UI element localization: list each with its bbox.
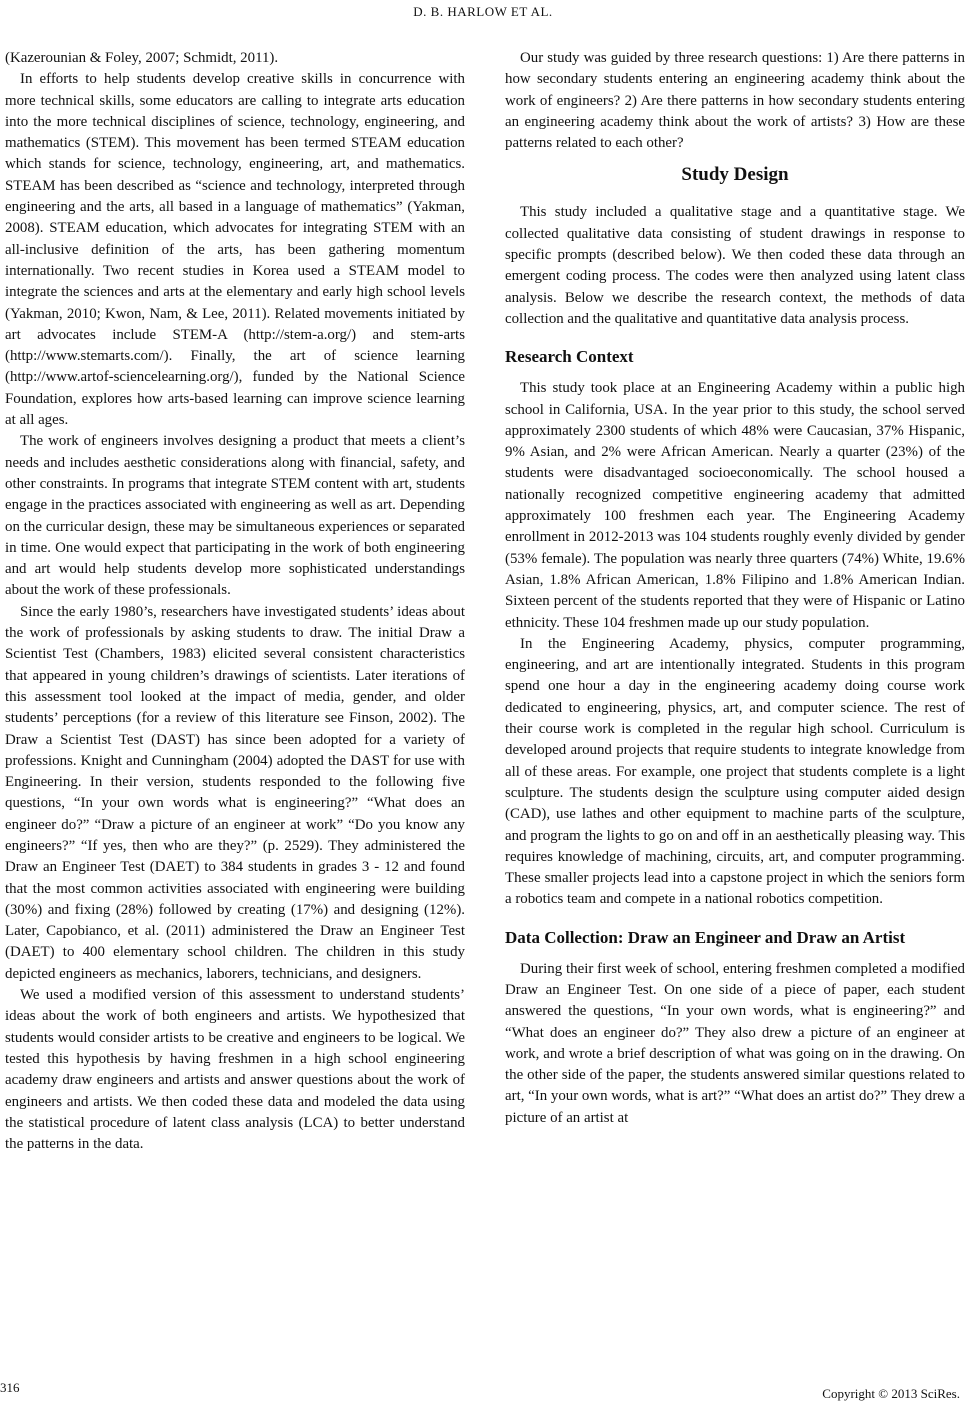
right-paragraph-4: During their first week of school, entering freshmen completed a modified Draw an Engineer Test. On one side of a piece of paper, each student answered the questions, “In your own words, what is engineering?” and “What does an engineer do?” They also drew a picture of an engineer at work, and wrote a brief description of what was going on in the drawing. On the other side of the paper, the students answered similar questions related to art, “In your own words, what is art?” “What does an artist do?” They drew a picture of an artist at (505, 960, 965, 1126)
right-paragraph-1: This study included a qualitative stage and a quantitative stage. We collected qualitative data consisting of student drawings in response to specific prompts (described below). We then coded these data through an emergent coding process. The codes were then analyzed using latent class analysis. Below we describe the research context, the methods of data collection and the qualitative and quantitative data analysis process. (505, 204, 965, 327)
left-paragraph-2: The work of engineers involves designing a product that meets a client’s needs and includes aesthetic considerations along with financial, safety, and other constraints. In programs that integrate STEM content with art, students engage in the practices associated with engineering as well as art. Depending on the curricular design, these may be simultaneous experiences or separated in time. One would expect that participating in the work of both engineering and art would help students develop more sophisticated understandings about the work of these professionals. (5, 433, 465, 599)
left-paragraph-0: (Kazerounian & Foley, 2007; Schmidt, 2011). (5, 50, 279, 66)
left-paragraph-3: Since the early 1980’s, researchers have investigated students’ ideas about the work of professionals by asking students to draw. The initial Draw a Scientist Test (Chambers, 1983) elicited several consistent characteristics that appeared in young children’s drawings of scientists. Later iterations of this assessment tool looked at the impact of media, gender, and older students’ perceptions (for a review of this literature see Finson, 2002). The Draw a Scientist Test (DAST) has since been adopted for a variety of professions. Knight and Cunningham (2004) adopted the DAST for use with Engineering. In their version, students responded to the following five questions, “In your own words what is engineering?” “What does an engineer do?” “Draw a picture of an engineer at work” “Do you know any engineers?” “If yes, then who are they?” (p. 2529). They administered the Draw an Engineer Test (DAET) to 384 students in grades 3 - 12 and found that the most common activities associated with engineering were building (30%) and fixing (28%) followed by creating (17%) and designing (12%). Later, Capobianco, et al. (2011) administered the Draw an Engineer Test (DAET) to 400 elementary school children. The children in this study depicted engineers as mechanics, laborers, technicians, and designers. (5, 603, 465, 982)
right-paragraph-0: Our study was guided by three research questions: 1) Are there patterns in how secondary students entering an engineering academy think about the work of engineers? 2) Are there patterns in how secondary students entering an engineering academy think about the work of artists? 3) How are these patterns related to each other? (505, 50, 965, 152)
right-paragraph-2: This study took place at an Engineering Academy within a public high school in California, USA. In the year prior to this study, the school served approximately 2300 students of which 48% were Caucasian, 37% Hispanic, 9% Asian, and 2% were African American. Nearly a quarter (23%) of the students were disadvantaged socioeconomically. The school housed a nationally recognized competitive engineering academy that admitted approximately 100 freshmen each year. The Engineering Academy enrollment in 2012-2013 was 104 students roughly evenly divided by gender (53% female). The population was nearly three quarters (74%) White, 19.6% Asian, 1.8% African American, 1.8% Filipino and 1.8% American Indian. Sixteen percent of the students reported that they were of Hispanic or Latino ethnicity. These 104 freshmen made up our study population. (505, 380, 965, 631)
page-number: 316 (0, 1380, 20, 1395)
left-column (5, 48, 465, 1155)
left-paragraph-1: In efforts to help students develop creative skills in concurrence with more technical skills, some educators are calling to integrate arts education into the more technical disciplines of science, technology, engineering, and mathematics (STEM). This movement has been termed STEAM education which stands for science, technology, engineering, art, and mathematics. STEAM has been described as “science and technology, interpreted through engineering and the arts, all based in a language of mathematics” (Yakman, 2008). STEAM education, which advocates for integrating STEM with an all-inclusive definition of the arts, has been gathering momentum internationally. Two recent studies in Korea used a STEAM model to integrate the sciences and arts at the elementary and early high school levels (Yakman, 2010; Kwon, Nam, & Lee, 2011). Related movements initiated by art advocates include STEM-A (http://stem-a.org/) and stem-arts (http://www.stemarts.com/). Finally, the art of science learning (http://www.artof-sciencelearning.org/), funded by the National Science Foundation, explores how arts-based learning can improve science learning at all ages. (5, 71, 465, 429)
section-title-study-design: Study Design (681, 164, 789, 186)
running-header: D. B. HARLOW ET AL. (413, 4, 553, 19)
right-column (505, 48, 965, 1129)
right-paragraph-3: In the Engineering Academy, physics, computer programming, engineering, and art are intentionally integrated. Students in this program spend one hour a day in the engineering academy doing course work dedicated to engineering, physics, art, and computer science. The rest of their course work is completed in the regular high school. Curriculum is developed around projects that require students to integrate knowledge from all of these areas. For example, one project that students complete is a light sculpture. The students design the sculpture using computer aided design (CAD), use lathes and other equipment to machine parts of the sculpture, and program the lights to go on and off in an aesthetically pleasing way. This requires knowledge of machining, circuits, art, and computer programming. These smaller projects lead into a capstone project in which the seniors form a robotics team and compete in a national robotics competition. (505, 635, 965, 908)
left-paragraph-4: We used a modified version of this assessment to understand students’ ideas about the work of both engineers and artists. We hypothesized that students would consider artists to be creative and engineers to be logical. We tested this hypothesis by having freshmen in a high school engineering academy draw engineers and artists and answer questions about the work of engineers and artists. We then coded these data and modeled the data using the statistical procedure of latent class analysis (LCA) to better understand the patterns in the data. (5, 987, 465, 1153)
subsection-title-research-context: Research Context (505, 347, 634, 367)
copyright-notice: Copyright © 2013 SciRes. (822, 1386, 960, 1401)
subsection-title-data-collection: Data Collection: Draw an Engineer and Draw an Artist (505, 927, 906, 947)
